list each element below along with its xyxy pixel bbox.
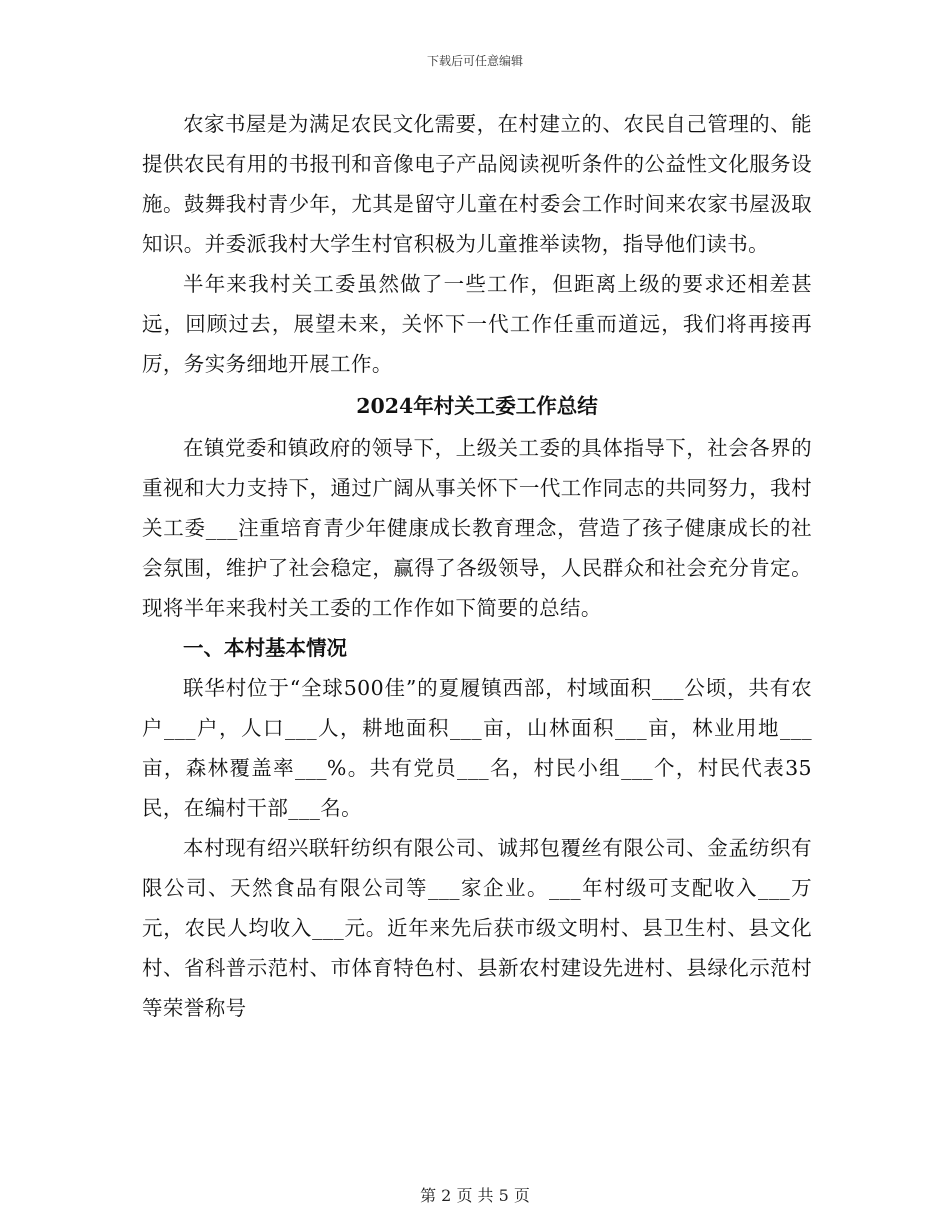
- document-body: [142, 104, 812, 1028]
- paragraph-village-enterprises: 本村现有绍兴联轩纺织有限公司、诚邦包覆丝有限公司、金孟纺织有限公司、天然食品有限公司等___家企业。___年村级可支配收入___万元，农民人均收入___元。近年来先后获市级文明村、县卫生村、县文化村、省科普示范村、市体育特色村、县新农村建设先进村、县绿化示范村等荣誉称号: [142, 836, 812, 1020]
- paragraph-farm-library: 农家书屋是为满足农民文化需要，在村建立的、农民自己管理的、能提供农民有用的书报刊和音像电子产品阅读视听条件的公益性文化服务设施。鼓舞我村青少年，尤其是留守儿童在村委会工作时间来农家书屋汲取知识。并委派我村大学生村官积极为儿童推举读物，指导他们读书。: [142, 112, 812, 256]
- page-header: 下载后可任意编辑: [426, 54, 523, 68]
- paragraph-intro: 在镇党委和镇政府的领导下，上级关工委的具体指导下，社会各界的重视和大力支持下，通过广阔从事关怀下一代工作同志的共同努力，我村关工委___注重培育青少年健康成长教育理念，营造了孩子健康成长的社会氛围，维护了社会稳定，赢得了各级领导，人民群众和社会充分肯定。现将半年来我村关工委的工作作如下简要的总结。: [142, 436, 812, 620]
- page-footer: 第 2 页 共 5 页: [420, 1186, 530, 1205]
- document-title: 2024年村关工委工作总结: [356, 394, 598, 418]
- section-heading-basic-info: 一、本村基本情况: [183, 636, 347, 660]
- paragraph-half-year-review: 半年来我村关工委虽然做了一些工作，但距离上级的要求还相差甚远，回顾过去，展望未来，关怀下一代工作任重而道远，我们将再接再厉，务实务细地开展工作。: [142, 272, 812, 376]
- paragraph-village-overview: 联华村位于“全球500佳”的夏履镇西部，村域面积___公顷，共有农户___户，人口___人，耕地面积___亩，山林面积___亩，林业用地___亩，森林覆盖率___%。共有党员___名，村民小组___个，村民代表35民，在编村干部___名。: [142, 676, 812, 820]
